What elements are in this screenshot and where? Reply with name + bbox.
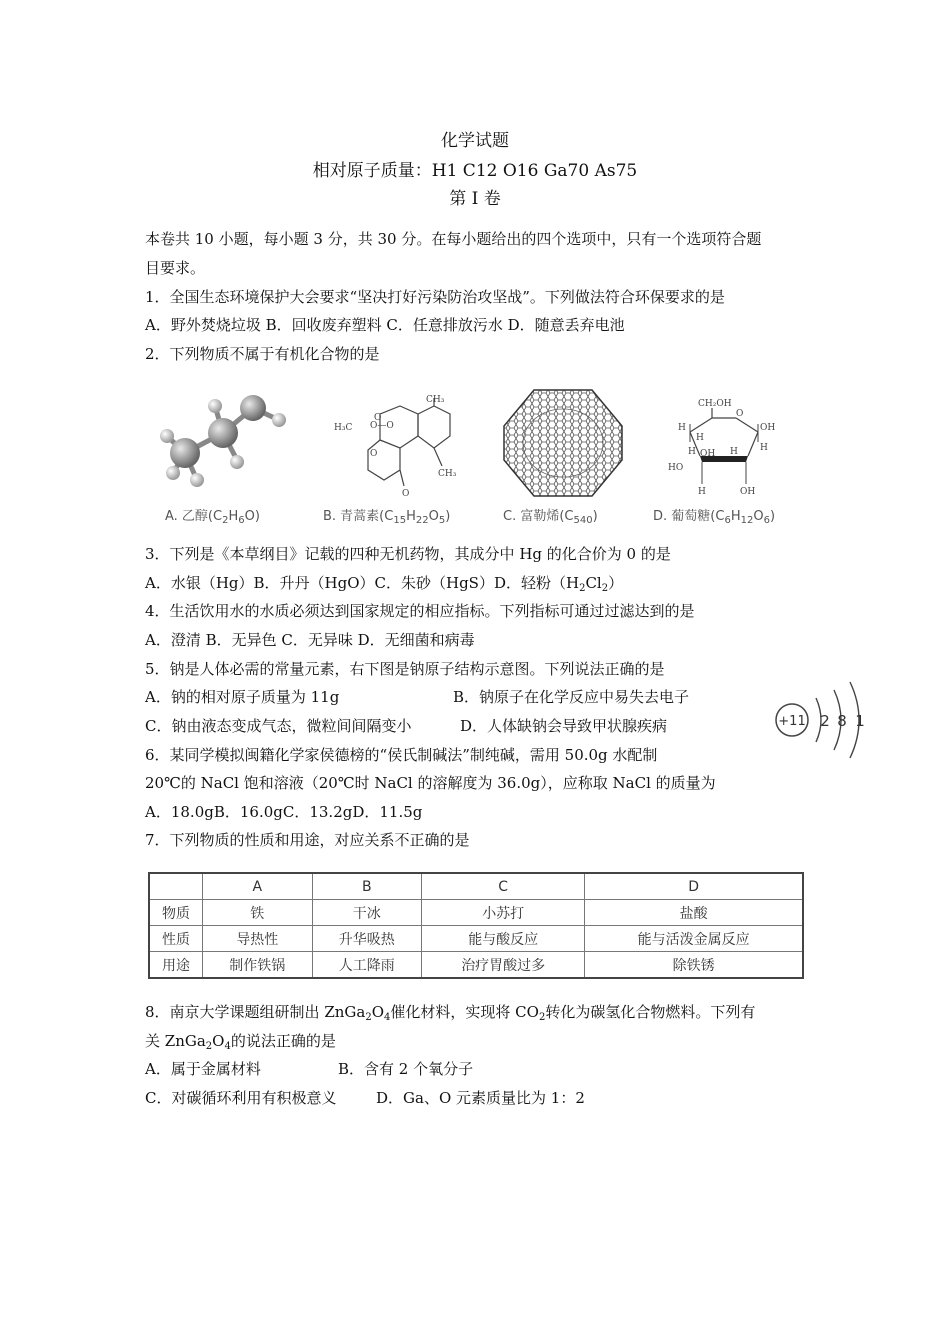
svg-text:CH₃: CH₃ (438, 469, 457, 479)
q2-stem: 2．下列物质不属于有机化合物的是 (145, 345, 380, 363)
svg-text:H: H (730, 447, 738, 457)
table-row (149, 900, 803, 926)
table-cell: D (585, 873, 803, 900)
q4-stem: 4．生活饮用水的水质必须达到国家规定的相应指标。下列指标可通过过滤达到的是 (145, 602, 695, 620)
svg-text:+11: +11 (778, 714, 806, 729)
atomic-masses: 相对原子质量：H1 C12 O16 Ga70 As75 (312, 161, 638, 181)
intro-line-2: 目要求。 (145, 259, 206, 277)
table-cell: 能与活泼金属反应 (585, 926, 803, 952)
svg-text:O—O: O—O (370, 421, 394, 431)
q8-option-c: C．对碳循环利用有积极意义 (145, 1089, 337, 1107)
table-cell: 干冰 (312, 900, 422, 926)
table-cell: 制作铁锅 (203, 952, 313, 979)
table-cell: 用途 (149, 952, 203, 979)
table-cell: 小苏打 (422, 900, 585, 926)
q1-stem: 1．全国生态环境保护大会要求“坚决打好污染防治攻坚战”。下列做法符合环保要求的是 (145, 288, 725, 306)
table-cell: 人工降雨 (312, 952, 422, 979)
caption-c: C. 富勒烯$(C_{540})$ (503, 509, 598, 526)
q7-table (148, 872, 804, 979)
sodium-atom-diagram-icon (770, 680, 870, 764)
table-cell: 铁 (203, 900, 313, 926)
svg-text:O: O (402, 489, 410, 499)
svg-text:OH: OH (740, 487, 756, 497)
table-cell: 能与酸反应 (422, 926, 585, 952)
svg-text:H: H (760, 443, 768, 453)
q7-stem: 7．下列物质的性质和用途，对应关系不正确的是 (145, 831, 470, 849)
q8-option-a: A．属于金属材料 (145, 1060, 261, 1078)
table-row (149, 926, 803, 952)
table-cell: C (422, 873, 585, 900)
svg-text:CH₃: CH₃ (426, 395, 445, 405)
table-cell (149, 873, 203, 900)
ethanol-model-icon (155, 378, 295, 498)
q5-option-c: C．钠由液态变成气态，微粒间间隔变小 (145, 717, 412, 735)
q5-option-b: B．钠原子在化学反应中易失去电子 (453, 688, 690, 706)
table-cell: 盐酸 (585, 900, 803, 926)
table-cell: B (312, 873, 422, 900)
caption-b: B. 青蒿素$(C_{15}H_{22}O_5)$ (323, 509, 451, 526)
glucose-ring-icon (660, 394, 790, 502)
table-cell: 治疗胃酸过多 (422, 952, 585, 979)
svg-text:O: O (736, 409, 744, 419)
svg-text:2: 2 (820, 712, 830, 730)
table-cell: 物质 (149, 900, 203, 926)
volume-label: 第 I 卷 (449, 189, 501, 209)
svg-text:OH: OH (700, 449, 716, 459)
caption-d: D. 葡萄糖$(C_6H_{12}O_6)$ (653, 509, 776, 526)
svg-text:CH₂OH: CH₂OH (698, 399, 732, 409)
q3-options: A．水银（Hg）B．升丹（HgO）C．朱砂（HgS）D．轻粉$(H_2Cl_2)$ (145, 574, 624, 594)
table-cell: 除铁锈 (585, 952, 803, 979)
q6-stem-line-1: 6．某同学模拟闽籍化学家侯德榜的“侯氏制碱法”制纯碱，需用 50.0g 水配制 (145, 746, 658, 764)
svg-text:HO: HO (668, 463, 684, 473)
table-cell: A (203, 873, 313, 900)
svg-text:H: H (698, 487, 706, 497)
table-cell: 导热性 (203, 926, 313, 952)
q3-stem: 3．下列是《本草纲目》记载的四种无机药物，其成分中 Hg 的化合价为 0 的是 (145, 545, 671, 563)
table-cell: 升华吸热 (312, 926, 422, 952)
q8-option-d: D．Ga、O 元素质量比为 1：2 (376, 1089, 585, 1107)
q5-option-d: D．人体缺钠会导致甲状腺疾病 (460, 717, 668, 735)
svg-text:H: H (688, 447, 696, 457)
svg-text:O: O (374, 413, 382, 423)
q5-stem: 5．钠是人体必需的常量元素，右下图是钠原子结构示意图。下列说法正确的是 (145, 660, 665, 678)
svg-text:H₃C: H₃C (334, 423, 353, 433)
q8-stem-line-2: 关 $ZnGa_2O_4$的说法正确的是 (145, 1032, 336, 1052)
svg-text:OH: OH (760, 423, 776, 433)
q6-options: A．18.0gB．16.0gC．13.2gD．11.5g (145, 803, 423, 821)
svg-text:H: H (678, 423, 686, 433)
q8-option-b: B．含有 2 个氧分子 (338, 1060, 474, 1078)
q6-stem-line-2: 20℃的 NaCl 饱和溶液（20℃时 NaCl 的溶解度为 36.0g），应称取 NaCl 的质量为 (145, 774, 716, 792)
svg-text:O: O (370, 449, 378, 459)
page-title: 化学试题 (441, 131, 509, 151)
fullerene-cage-icon (500, 386, 626, 500)
svg-text:1: 1 (855, 712, 865, 730)
intro-line-1: 本卷共 10 小题，每小题 3 分，共 30 分。在每小题给出的四个选项中，只有一个选项符合题 (145, 230, 762, 248)
svg-text:H: H (696, 433, 704, 443)
table-cell: 性质 (149, 926, 203, 952)
artemisinin-structure-icon (330, 392, 470, 502)
q1-options: A．野外焚烧垃圾 B．回收废弃塑料 C．任意排放污水 D．随意丢弃电池 (145, 316, 625, 334)
svg-text:8: 8 (837, 712, 847, 730)
table-header-row (149, 873, 803, 900)
q4-options: A．澄清 B．无异色 C．无异味 D．无细菌和病毒 (145, 631, 475, 649)
q5-option-a: A．钠的相对原子质量为 11g (145, 688, 340, 706)
q8-stem-line-1: 8．南京大学课题组研制出 $ZnGa_2O_4$催化材料，实现将 $CO_2$转化为碳氢化合物燃料。下列有 (145, 1003, 756, 1023)
table-row (149, 952, 803, 979)
caption-a: A. 乙醇$(C_2H_6O)$ (165, 509, 260, 526)
